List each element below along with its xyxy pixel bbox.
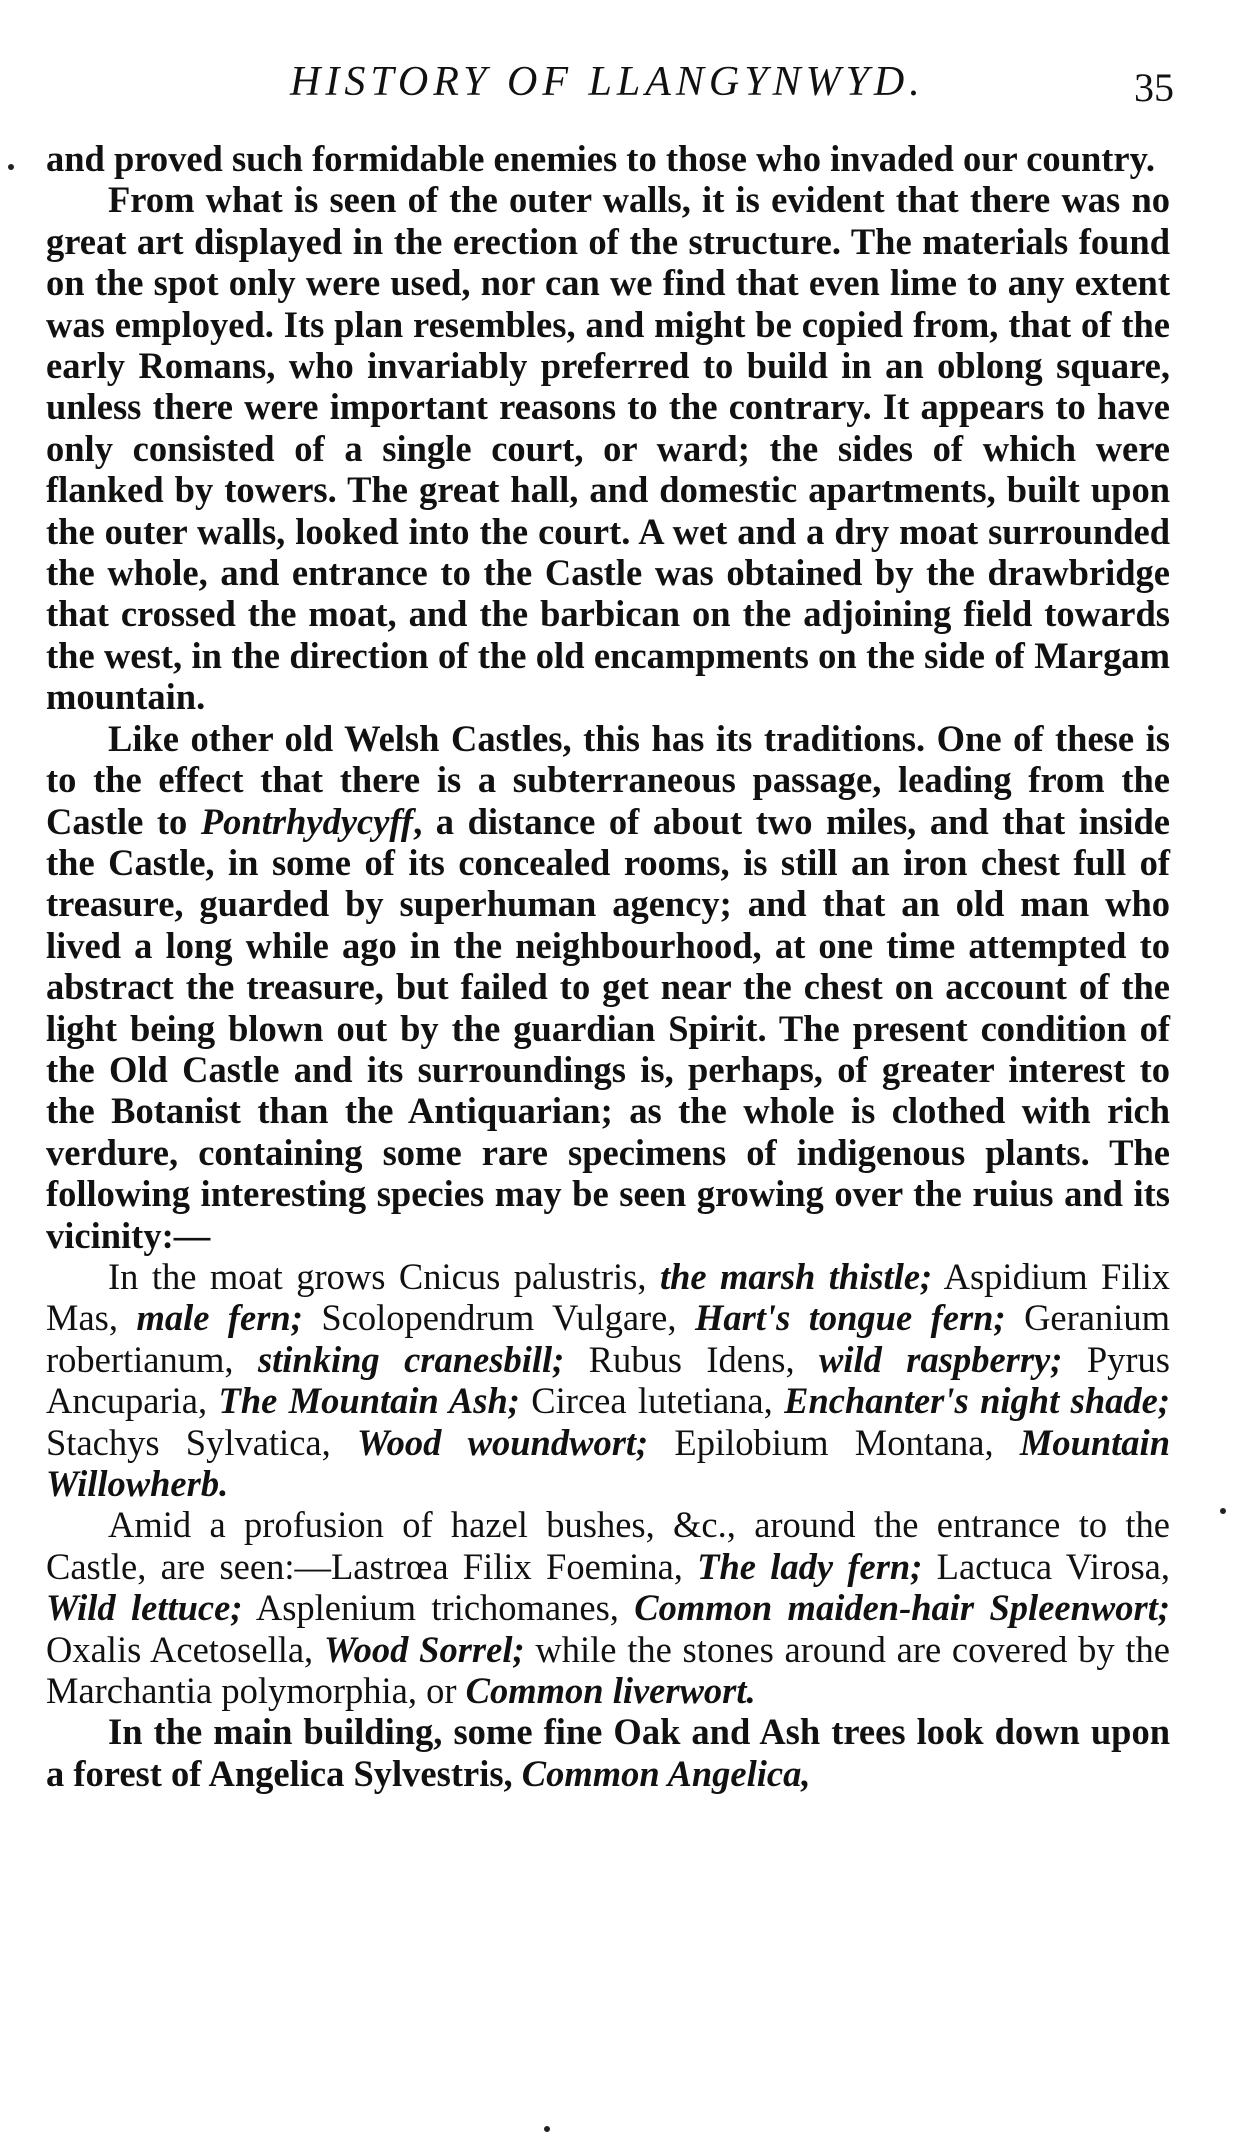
italic-phrase: wild raspberry; <box>819 1338 1063 1380</box>
italic-phrase: Wood woundwort; <box>356 1421 649 1463</box>
body-text <box>46 138 1170 1794</box>
margin-speck <box>1220 1508 1226 1514</box>
text-run: Amid a profusion of hazel bushes, &c., around the entrance to the Castle, are seen:—Lastrœa Filix Foemina, <box>46 1504 1170 1587</box>
margin-speck <box>8 164 14 170</box>
text-run: In the main building, some fine Oak and Ash trees look down upon a forest of Angelica Sylvestris, <box>46 1711 1170 1794</box>
page-header <box>0 52 1236 122</box>
italic-phrase: Pontrhydycyff <box>200 800 414 842</box>
text-run: In the moat grows Cnicus palustris, <box>108 1255 660 1297</box>
text-run: From what is seen of the outer walls, it is evident that there was no great art displayed in the erection of the structure. The materials found on the spot only were used, nor can we find that even lime to any extent was employed. Its plan resembles, and might be copied from, that of the early Romans, who invariably preferred to build in an oblong square, unless there were important reasons to the contrary. It appears to have only consisted of a single court, or ward; the sides of which were flanked by towers. The great hall, and domestic apartments, built upon the outer walls, looked into the court. A wet and a dry moat surrounded the whole, and entrance to the Castle was obtained by the drawbridge that crossed the moat, and the barbican on the adjoining field towards the west, in the direction of the old encampments on the side of Margam mountain. <box>46 179 1170 718</box>
text-run: and proved such formidable enemies to those who invaded our country. <box>46 138 1155 179</box>
text-run: Aspidium Filix Mas, <box>46 1255 1170 1339</box>
text-run: , a distance of about two miles, and that inside the Castle, in some of its concealed rooms, is still an iron chest full of treasure, guarded by superhuman agency; and that an old man who lived a long while ago in the neighbourhood, at one time attempted to abstract the treasure, but failed to get near the chest on account of the light being blown out by the guardian Spirit. The present condition of the Old Castle and its surroundings is, perhaps, of greater interest to the Botanist than the Antiquarian; as the whole is clothed with rich verdure, containing some rare specimens of indigenous plants. The following interesting species may be seen growing over the ruius and its vicinity:— <box>46 800 1171 1256</box>
text-run: Circea lutetiana, <box>519 1380 785 1422</box>
italic-phrase: Wild lettuce; <box>46 1587 243 1629</box>
text-run: Geranium robertianum, <box>46 1297 1171 1380</box>
page-number: 35 <box>1134 65 1174 110</box>
running-title: HISTORY OF LLANGYNWYD. <box>290 59 925 105</box>
italic-phrase: Common liverwort. <box>465 1670 756 1712</box>
italic-phrase: The lady fern; <box>697 1545 923 1587</box>
italic-phrase: Enchanter's night shade; <box>784 1380 1170 1422</box>
italic-phrase: Common maiden-hair Spleenwort; <box>634 1587 1170 1629</box>
text-run: Stachys Sylvatica, <box>46 1421 357 1463</box>
text-run: while the stones around are covered by the Marchantia polymorphia, or <box>46 1628 1171 1712</box>
italic-phrase: stinking cranesbill; <box>257 1338 565 1380</box>
botanical-list-paragraph <box>46 1256 1170 1504</box>
text-run: Asplenium trichomanes, <box>242 1587 635 1629</box>
italic-phrase: Mountain Willowherb. <box>46 1421 1170 1504</box>
italic-phrase: male fern; <box>136 1297 303 1339</box>
italic-phrase: Wood Sorrel; <box>323 1628 525 1670</box>
text-run: Like other old Welsh Castles, this has its traditions. One of these is to the effect that there is a subterraneous passage, leading from the Castle to <box>46 717 1170 842</box>
italic-phrase: Common Angelica, <box>521 1752 811 1794</box>
botanical-list-paragraph <box>46 1504 1170 1711</box>
body-paragraph <box>46 718 1170 1256</box>
body-paragraph <box>46 179 1170 717</box>
text-run: Epilobium Montana, <box>648 1421 1020 1463</box>
text-run: Oxalis Acetosella, <box>46 1628 324 1670</box>
margin-speck <box>544 2126 550 2132</box>
text-run: Rubus Idens, <box>564 1338 819 1380</box>
text-run: Lactuca Virosa, <box>922 1545 1170 1587</box>
italic-phrase: The Mountain Ash; <box>218 1380 520 1422</box>
text-run: Scolopendrum Vulgare, <box>302 1297 695 1339</box>
italic-phrase: the marsh thistle; <box>659 1255 933 1297</box>
body-paragraph <box>46 1711 1170 1794</box>
italic-phrase: Hart's tongue fern; <box>694 1297 1006 1339</box>
text-run: Pyrus Ancuparia, <box>46 1338 1170 1422</box>
body-paragraph <box>46 138 1170 179</box>
